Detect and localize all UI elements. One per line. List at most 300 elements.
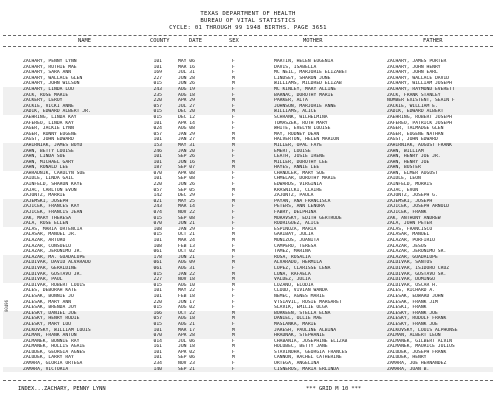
cell-date: OCT 22 <box>178 310 195 316</box>
cell-father: ZAMARA, JUAN B. <box>387 366 430 372</box>
cell-name: ZAJONTZ, MARRIE <box>23 193 66 199</box>
cell-mother: ORTEGA, ANGELINA <box>274 361 320 367</box>
cell-sex: M <box>232 159 235 165</box>
cell-father: ZACKIE, WILLIAM E. <box>387 103 438 109</box>
cell-sex: F <box>232 321 235 327</box>
cell-county: 220 <box>153 182 162 188</box>
cell-date: JAN 29 <box>178 226 195 232</box>
cell-mother: WHITE, EVELYN LOUISE <box>274 126 331 132</box>
cell-mother: DAVIS, ISABELLA <box>274 64 317 70</box>
cell-father: ZALESKY, FRANK JOE <box>387 310 438 316</box>
cell-date: JAN 22 <box>178 271 195 277</box>
cell-father: ZALAZAR, JESUS <box>387 243 427 249</box>
cell-father: ZALES, RICHARD A. <box>387 288 435 294</box>
cell-name: ZAHIRNIAK, JAMES BOYD <box>23 142 83 148</box>
cell-father: ZAINFELD, MORRIS <box>387 182 433 188</box>
agency-title: TEXAS DEPARTMENT OF HEALTH <box>200 11 296 17</box>
cell-date: MAR 14 <box>178 204 195 210</box>
cell-father: ZAHIRNIAK, AUGUST FRANK <box>387 142 452 148</box>
cell-date: MAY 06 <box>178 59 195 64</box>
cell-county: 057 <box>153 131 162 137</box>
cell-sex: M <box>232 165 235 171</box>
header-rule-top <box>3 35 493 36</box>
cell-mother: PETERS, ANN LENORA <box>274 204 325 210</box>
cell-county: 014 <box>153 338 162 344</box>
cell-name: ZAHN, RONALD LEE <box>23 165 69 171</box>
cell-date: AUG 31 <box>178 265 195 271</box>
cell-father: ZALESKY, FRANK JOE <box>387 321 438 327</box>
cell-father: ZALESAK, FRANK JIM <box>387 299 438 305</box>
cell-county: 024 <box>153 126 162 132</box>
cell-county: 101 <box>153 59 162 64</box>
cell-name: ZALDIVAR, GUSTAVO JR. <box>23 271 83 277</box>
cell-mother: HAYES, ANNIE LEE <box>274 165 320 171</box>
cell-father: ZAJONTZ, JOSEPH G. <box>387 193 438 199</box>
cell-county: 015 <box>153 321 162 327</box>
cell-name: ZAK, MARY THERESA <box>23 215 71 221</box>
cell-county: 220 <box>153 98 162 104</box>
cell-mother: WILLIAMS, ALICE <box>274 109 317 115</box>
cell-name: ZAJICEK, FRANCIS JEAN <box>23 210 83 216</box>
cell-date: JUL 31 <box>178 70 195 76</box>
cell-mother: CLOUD, VIVIAN WANDA <box>274 288 328 294</box>
cell-name: ZAJEMSKI, JOSEPH <box>23 198 69 204</box>
cell-name: ZALDIVAR, PAUL <box>23 277 63 283</box>
cell-name: ZALESAK, BRENDA JOY <box>23 305 77 311</box>
cell-father: ZALDIVAR, GUSTAVO SR. <box>387 271 447 277</box>
cell-name: ZACHARY, SARA ANN <box>23 70 71 76</box>
cell-name: ZALDIVAR, DAVID ALVARADO <box>23 260 91 266</box>
cell-father: ZAJAC, EVON <box>387 187 419 193</box>
cell-mother: STAVINOHA, GEORGIA FRANCES <box>274 349 348 355</box>
cell-name: ZALAZAR, MA. GUADALUPE <box>23 254 86 260</box>
cell-mother: MC NEIL, MARJORIE ELIZABET <box>274 70 348 76</box>
cell-father: ZALDIVAR, OSCAR H. <box>387 282 438 288</box>
cell-name: ZALAZAR, CONSUELO <box>23 243 71 249</box>
cell-mother: NEMEC, AGNES MARIE <box>274 293 325 299</box>
cell-sex: M <box>232 75 235 81</box>
cell-date: AUG 09 <box>178 260 195 266</box>
cell-name: ZALESAK, MARY ANN <box>23 299 71 305</box>
cell-sex: F <box>232 59 235 64</box>
cell-name: ZALUDEK, LARRY RAY <box>23 355 74 361</box>
cell-date: SEP 06 <box>178 355 195 361</box>
cell-mother: JOHNSON, MARJORIE ANNE <box>274 103 337 109</box>
cell-sex: M <box>232 277 235 283</box>
cell-county: 021 <box>153 198 162 204</box>
cell-name: ZALES, DEBORAH KATE <box>23 288 77 294</box>
cell-name: ZALAZAR, ARTURO <box>23 238 66 243</box>
cell-name: ZALMAN, FRANK ANTON <box>23 333 77 339</box>
cell-mother: MORAVSKY, EDITH GERTRUDE <box>274 215 342 221</box>
birth-index-page <box>3 2 493 398</box>
cell-father: ZACHARY, JOHN HENRY <box>387 64 441 70</box>
cell-sex: F <box>232 288 235 294</box>
cell-county: 243 <box>153 204 162 210</box>
cell-sex: M <box>232 238 235 243</box>
cell-father: ZAJICEK, FRANK <box>387 210 427 216</box>
cell-county: 015 <box>153 232 162 238</box>
cell-county: 142 <box>153 193 162 199</box>
bureau-title: BUREAU OF VITAL STATISTICS <box>200 18 296 24</box>
cell-date: JUN 18 <box>178 344 195 350</box>
cell-sex: F <box>232 226 235 232</box>
cell-date: AUG 02 <box>178 305 195 311</box>
cell-name: ZAIDLE, LINDA GAIL <box>23 176 74 182</box>
cell-mother: CHMELAR, DOROTHY MARIE <box>274 176 337 182</box>
cell-county: 243 <box>153 86 162 92</box>
cell-sex: F <box>232 299 235 305</box>
cell-mother: DANIEL, OLLIE MAE <box>274 316 322 322</box>
cell-father: ZACK, FRANK STANLEY <box>387 92 441 98</box>
cell-date: FEB 18 <box>178 293 195 299</box>
cell-mother: SCHRANK, WILHELMINA <box>274 114 328 120</box>
cell-mother: MASLANKA, MARIE <box>274 321 317 327</box>
cell-county: 015 <box>153 215 162 221</box>
cell-name: ZACKIE, VICKI ANNE <box>23 103 74 109</box>
cell-date: MAY 25 <box>178 198 195 204</box>
cell-name: ZACHARY, JOHN WILSON <box>23 81 80 87</box>
cell-date: JUL 27 <box>178 103 195 109</box>
cell-date: NOV 23 <box>178 361 195 367</box>
cell-name: ZALDIVAR, GERALDINE <box>23 265 77 271</box>
cell-mother: BARNAC, DOROTHY MARIE <box>274 92 334 98</box>
cell-date: JUN 26 <box>178 81 195 87</box>
cell-date: OCT 02 <box>178 249 195 255</box>
cell-mother: LOZANO, ELODIA <box>274 282 314 288</box>
cell-sex: F <box>232 254 235 260</box>
cell-name: ZACHARY, PENNY LYNN <box>23 59 77 64</box>
cell-county: 061 <box>153 265 162 271</box>
cycle-line: CYCLE: 01 THROUGH 99 1948 BIRTHS. PAGE 3651 <box>169 25 327 31</box>
cell-name: ZALAS, MARIA ORTENCIA <box>23 226 83 232</box>
cell-mother: LEATH, JOSIE IRENE <box>274 154 325 160</box>
cell-mother: HALVERTON, HELEN MARION <box>274 137 339 143</box>
cell-county: 227 <box>153 75 162 81</box>
cell-sex: M <box>232 198 235 204</box>
cell-name: ZAJAC, CARLTON EVON <box>23 187 77 193</box>
column-header-name: NAME <box>78 38 91 44</box>
cell-name: ZALESKY, HENRY RUDIE <box>23 316 80 322</box>
cell-sex: F <box>232 64 235 70</box>
cell-sex: M <box>232 327 235 333</box>
cell-father: ZAHN, HENRY JOE <box>387 159 430 165</box>
cell-sex: F <box>232 338 235 344</box>
cell-name: ZAJICEK, FRANCES KAY <box>23 204 80 210</box>
cell-sex: F <box>232 204 235 210</box>
cell-sex: M <box>232 344 235 350</box>
cell-mother: BURKEEN, STELLA ELNA <box>274 310 331 316</box>
cell-county: 101 <box>153 64 162 70</box>
cell-name: ZACHARY, WALLACE GLEN <box>23 75 83 81</box>
cell-name: ZALESAK, BONNIE JO <box>23 293 74 299</box>
cell-date: JUN 28 <box>178 75 195 81</box>
cell-sex: M <box>232 355 235 361</box>
cell-county: 101 <box>153 349 162 355</box>
index-reference: INDEX...ZACHARY, PENNY LYNN <box>18 386 106 392</box>
cell-father: ZAHN, HENRY JOE JR. <box>387 154 441 160</box>
cell-county: 101 <box>153 288 162 294</box>
cell-sex: M <box>232 131 235 137</box>
cell-mother: CHABANIA, JOSEPHINE ELIZAB <box>274 338 348 344</box>
cell-date: SEP 08 <box>178 215 195 221</box>
cell-father: ZALASAR, MANUEL <box>387 232 430 238</box>
cell-county: 074 <box>153 210 162 216</box>
cell-mother: LOPEZ, CLARISSE LENA <box>274 265 331 271</box>
cell-father: ZACHARY, WALLACE DAVID <box>387 75 450 81</box>
column-header-mother: MOTHER <box>303 38 323 44</box>
cell-county: 153 <box>153 142 162 148</box>
cell-county: 070 <box>153 333 162 339</box>
cell-mother: MARTIN, HELEN EUGENIA <box>274 59 334 64</box>
cell-name: ZALESKY, MARY LOU <box>23 321 71 327</box>
cell-name: ZAHN, BETTY LOUISE <box>23 148 74 154</box>
cell-name: ZAGER, RONNY EUGENE <box>23 131 77 137</box>
cell-county: 015 <box>153 114 162 120</box>
cell-county: 015 <box>153 271 162 277</box>
cell-county: 227 <box>153 277 162 283</box>
cell-county: 101 <box>153 293 162 299</box>
cell-name: ZAGER, JACKIE LYNN <box>23 126 74 132</box>
cell-date: AUG 08 <box>178 126 195 132</box>
cell-sex: M <box>232 260 235 266</box>
cell-sex: M <box>232 310 235 316</box>
cell-date: OCT 21 <box>178 232 195 238</box>
cell-county: 101 <box>153 238 162 243</box>
cell-name: ZALDIVAR, ROBERT LOUIS <box>23 282 86 288</box>
cell-county: 015 <box>153 109 162 115</box>
cell-date: AUG 10 <box>178 282 195 288</box>
cell-mother: HRADNAK, STEPHANIE <box>274 333 325 339</box>
cell-mother: EMERT, LOUISE <box>274 148 311 154</box>
cell-mother: LINDSEY, SHARON JUNE <box>274 75 331 81</box>
cell-father: ZALDIVAR, ISIDORO CRUZ <box>387 265 450 271</box>
cell-father: ZACHARY, WILLIAM JOSEPH <box>387 81 452 87</box>
cell-mother: TOMASZEK, RUTH MARY <box>274 120 328 126</box>
cell-mother: JARESH, PAULINE ALBINA <box>274 327 337 333</box>
cell-county: 187 <box>153 165 162 171</box>
cell-date: MAR 24 <box>178 238 195 243</box>
cell-father: ZAJICEK, JOSEPH ARNOLD <box>387 204 450 210</box>
cell-sex: F <box>232 70 235 76</box>
cell-sex: F <box>232 86 235 92</box>
column-header-father: FATHER <box>423 38 443 44</box>
cell-mother: ROSA, ROSALIA <box>274 254 311 260</box>
cell-mother: TAMEZ, MARINA <box>274 249 311 255</box>
cell-sex: F <box>232 176 235 182</box>
cell-date: DEC 29 <box>178 193 195 199</box>
cell-father: ZAHN, WILLIAM <box>387 148 424 154</box>
cell-name: ZACHARY, LINDA LOU <box>23 86 74 92</box>
cell-name: ZALMANEK, BONNIE RAY <box>23 338 80 344</box>
cell-mother: MILLER, DOROTHY LEE <box>274 159 328 165</box>
cell-county: 140 <box>153 366 162 372</box>
cell-date: JAN 27 <box>178 137 195 143</box>
cell-mother: FABRY, DELPHINA <box>274 210 317 216</box>
cell-date: AUG 18 <box>178 316 195 322</box>
cell-name: ZAFEREO, LINDA KAY <box>23 120 74 126</box>
cell-county: 101 <box>153 154 162 160</box>
cell-mother: KRASNICKI, CLAIRE <box>274 187 322 193</box>
cell-date: APR 28 <box>178 333 195 339</box>
cell-name: ZAEHRING, LINDA KAY <box>23 114 77 120</box>
cell-county: 015 <box>153 81 162 87</box>
cell-name: ZALKOVSKY, WILLIAM LOUIS <box>23 327 91 333</box>
cell-date: APR 08 <box>178 170 195 176</box>
cell-county: 169 <box>153 70 162 76</box>
table-row <box>3 367 493 373</box>
cell-mother: RODRIGUEZ, ALICE <box>274 221 320 227</box>
cell-father: ZALESKY, RUDOLF FRANK <box>387 316 447 322</box>
footer-rule <box>3 380 493 381</box>
cell-mother: ESPINOZA, MARIA <box>274 226 317 232</box>
column-header-date: DATE <box>189 38 202 44</box>
cell-sex: F <box>232 210 235 216</box>
cell-father: ZALAS, FRANCISCO <box>387 226 433 232</box>
cell-sex: F <box>232 366 235 372</box>
cell-name: ZACKERY, LEROY <box>23 98 63 104</box>
cell-date: AUG 19 <box>178 86 195 92</box>
cell-date: MAR 16 <box>178 64 195 70</box>
cell-county: 220 <box>153 299 162 305</box>
cell-sex: F <box>232 126 235 132</box>
column-header-county: COUNTY <box>150 38 170 44</box>
cell-father: NUMBER EXISTENT, SEAIN F <box>387 98 455 104</box>
cell-name: ZACHARY, RUTHIE MAE <box>23 64 77 70</box>
cell-county: 070 <box>153 170 162 176</box>
cell-date: DEC 20 <box>178 109 195 115</box>
cell-sex: M <box>232 109 235 115</box>
cell-mother: SLAVIK, EMILIE OLGA <box>274 305 328 311</box>
cell-county: 101 <box>153 355 162 361</box>
cell-county: 057 <box>153 316 162 322</box>
cell-county: 101 <box>153 137 162 143</box>
cell-mother: WILLIAMS, MILDRED ELIZAB <box>274 81 342 87</box>
cell-date: SEP 08 <box>178 176 195 182</box>
cell-date: JUL 06 <box>178 338 195 344</box>
cell-mother: CANNON, RACHEL CATHERINE <box>274 355 342 361</box>
cell-sex: M <box>232 98 235 104</box>
cell-sex: M <box>232 142 235 148</box>
cell-date: FEB 13 <box>178 243 195 249</box>
cell-mother: VTSIAVIL, ROSIE MARGARET <box>274 299 342 305</box>
cell-father: ZACHARY, JAMES PORTER <box>387 59 447 64</box>
cell-mother: CAMPERO, TERESA <box>274 243 317 249</box>
cell-father: ZALMAN, ALBERT LEON <box>387 333 441 339</box>
cell-sex: F <box>232 243 235 249</box>
cell-county: 015 <box>153 305 162 311</box>
cell-sex: F <box>232 221 235 227</box>
cell-sex: F <box>232 154 235 160</box>
cell-date: JUN 21 <box>178 254 195 260</box>
cell-name: ZAMARA, VICTORIA <box>23 366 69 372</box>
cell-county: 108 <box>153 243 162 249</box>
cell-county: 178 <box>153 254 162 260</box>
cell-father: ZALMANEK, GILBERT ALVIN <box>387 338 452 344</box>
cell-date: NOV 18 <box>178 277 195 283</box>
cell-county: 101 <box>153 159 162 165</box>
cell-county: 070 <box>153 221 162 227</box>
cell-father: ZAHN, BUSTER <box>387 165 421 171</box>
cell-sex: F <box>232 103 235 109</box>
cell-name: ZALMANEK, HOLLIS AGAIE <box>23 344 86 350</box>
cell-sex: M <box>232 81 235 87</box>
cell-father: ZALUDEK, JOSEPH FRANK <box>387 349 447 355</box>
cell-father: ZALESAK, EDWARD JOHN <box>387 293 444 299</box>
header-rule-bottom <box>3 46 493 47</box>
cell-date: APR 29 <box>178 98 195 104</box>
cell-sex: F <box>232 148 235 154</box>
cell-name: ZALA, ROSE ELLEN <box>23 221 69 227</box>
cell-father: ZAIDLE, LEON <box>387 176 421 182</box>
cell-sex: M <box>232 137 235 143</box>
cell-name: ZALESKY, DANIEL JOE <box>23 310 77 316</box>
cell-father: ZAFEREO, PATRICK JOSEPH <box>387 120 452 126</box>
cell-father: ZAGST, JOHN EDWARD <box>387 137 438 143</box>
cell-mother: MAY, RODNEY DEAN <box>274 131 320 137</box>
cell-date: JAN 29 <box>178 131 195 137</box>
cell-sex: F <box>232 114 235 120</box>
cell-father: ZAGER, TALMADGE GLEN <box>387 126 444 132</box>
cell-mother: MUNIZOS, JUANITA <box>274 238 320 243</box>
cell-sex: F <box>232 215 235 221</box>
column-header-sex: SEX <box>229 38 239 44</box>
cell-mother: VALDEZ, JULIA <box>274 277 311 283</box>
cell-father: ZAEHRING, ROBERT JOSEPH <box>387 114 452 120</box>
cell-county: 061 <box>153 260 162 266</box>
cell-date: MAR 17 <box>178 327 195 333</box>
cell-name: ZALASAR, MANUEL JR. <box>23 232 77 238</box>
cell-father: ZALA, JOHN PETER <box>387 221 433 227</box>
cell-county: 057 <box>153 187 162 193</box>
cell-sex: M <box>232 333 235 339</box>
cell-mother: CISNEROS, MARIA ERLINDA <box>274 366 339 372</box>
cell-father: ZALAZAR, JERONIMO SR. <box>387 249 447 255</box>
cell-county: 235 <box>153 92 162 98</box>
cell-date: SEP 26 <box>178 154 195 160</box>
cell-sex: F <box>232 193 235 199</box>
cell-date: JUN 21 <box>178 221 195 227</box>
cell-sex: F <box>232 120 235 126</box>
cell-date: JUN 16 <box>178 159 195 165</box>
cell-date: JUN 17 <box>178 299 195 305</box>
grid-reference: *** GRID M 10 *** <box>306 386 362 392</box>
cell-date: NOV 22 <box>178 210 195 216</box>
record-list <box>3 59 493 372</box>
cell-mother: MILLER, OPAL FAYE <box>274 142 322 148</box>
cell-name: ZAHN, LINDA SUE <box>23 154 66 160</box>
cell-sex: M <box>232 271 235 277</box>
cell-date: AUG 18 <box>178 92 195 98</box>
cell-father: ZAK, ANTHONY ANDREW <box>387 215 441 221</box>
cell-date: MAY 22 <box>178 288 195 294</box>
cell-mother: ALVARADO, HERMILA <box>274 260 322 266</box>
cell-name: ZAMARA, GLORIA ORTEGA <box>23 361 83 367</box>
cell-name: ZALAZAR, JERONIMO JR. <box>23 249 83 255</box>
cell-sex: F <box>232 265 235 271</box>
cell-county: 101 <box>153 327 162 333</box>
cell-father: ZAGER, EUGENE NATHAN <box>387 131 444 137</box>
cell-county: 057 <box>153 103 162 109</box>
cell-sex: F <box>232 349 235 355</box>
cell-father: ZALKOVSKY, LOUIS ALPHONSE <box>387 327 458 333</box>
cell-name: ZAINFELD, SHARON KAYE <box>23 182 83 188</box>
cell-sex: F <box>232 182 235 188</box>
cell-sex: M <box>232 316 235 322</box>
cell-sex: F <box>232 305 235 311</box>
cell-date: SEP 07 <box>178 165 195 171</box>
cell-county: 101 <box>153 176 162 182</box>
